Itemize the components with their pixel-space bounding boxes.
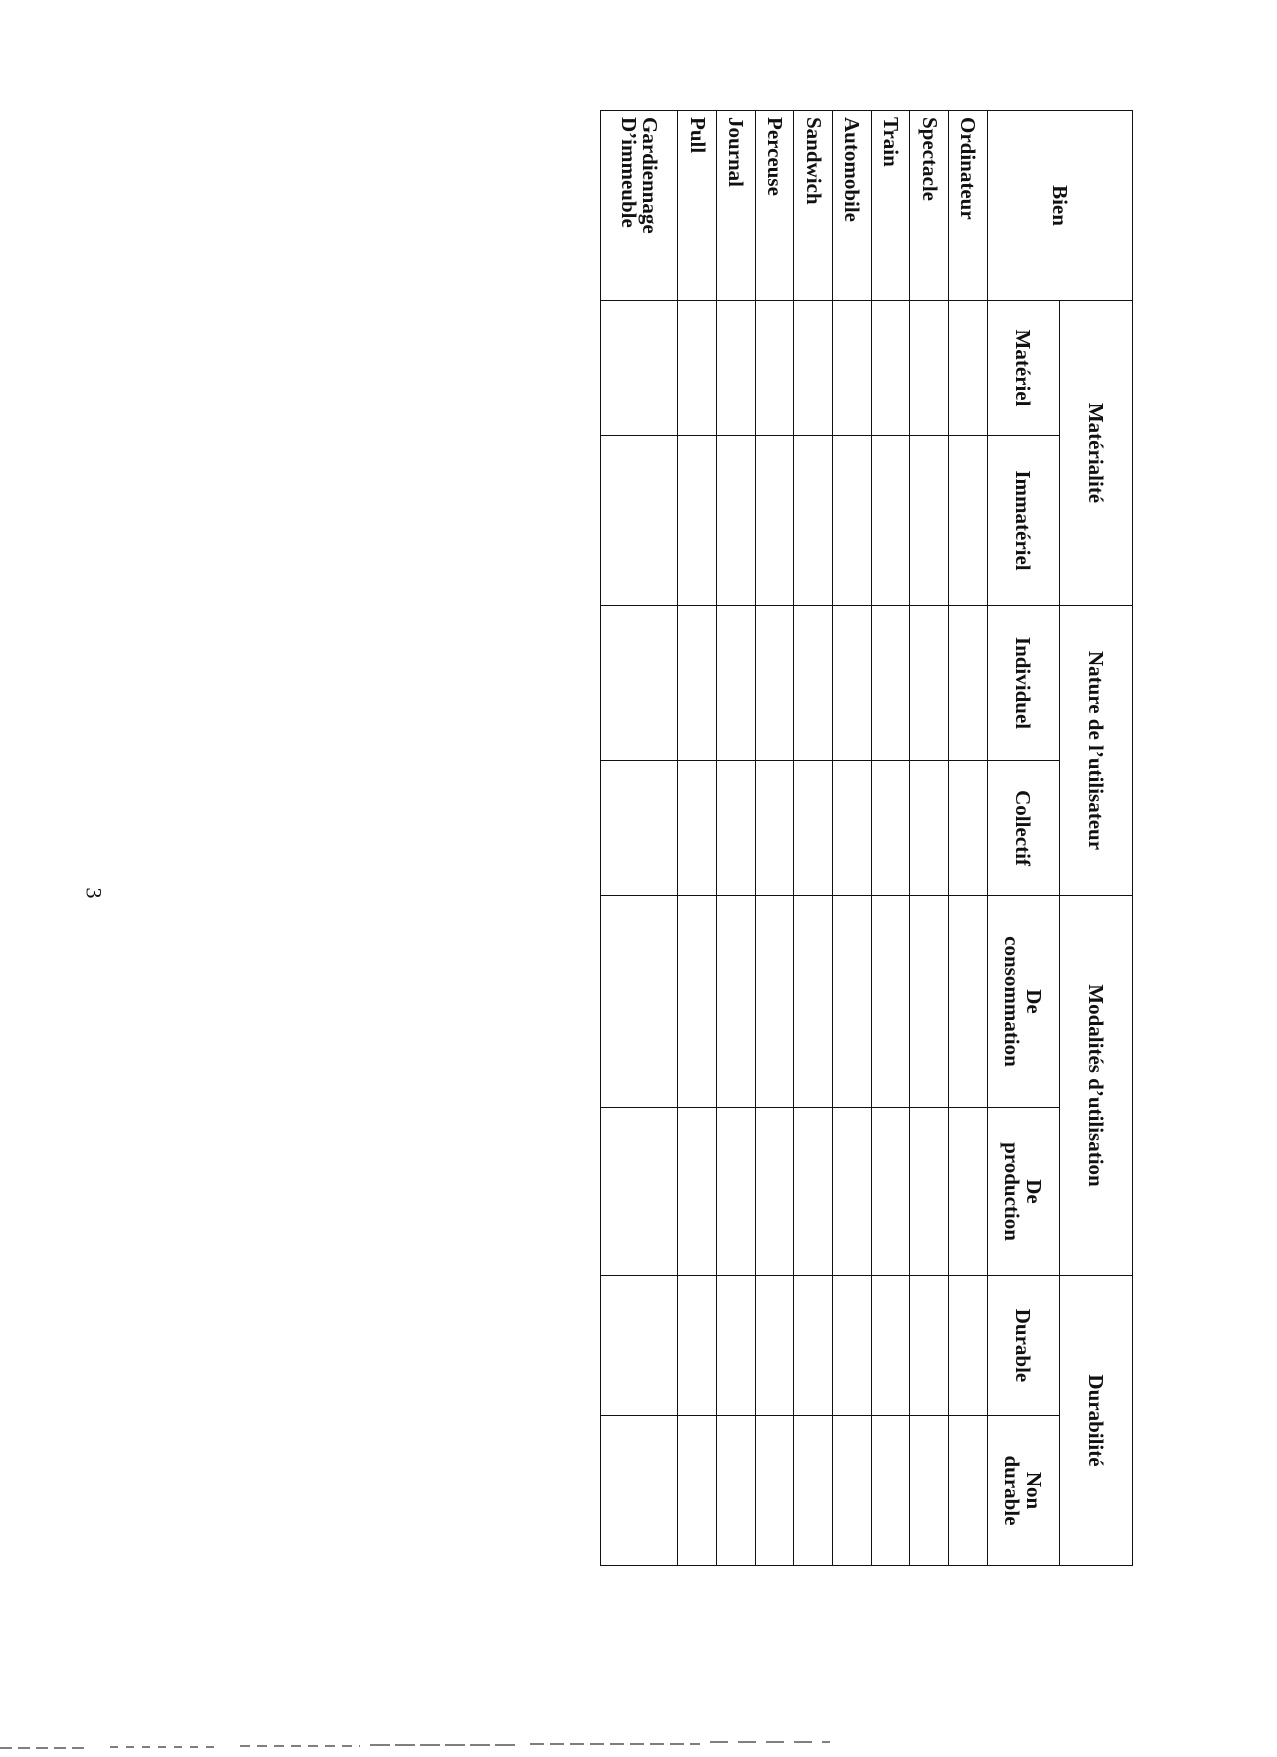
empty-answer-cell[interactable] (601, 761, 678, 896)
empty-answer-cell[interactable] (948, 606, 987, 761)
empty-answer-cell[interactable] (601, 1108, 678, 1276)
empty-answer-cell[interactable] (948, 761, 987, 896)
goods-classification-table-wrapper (600, 110, 1133, 1565)
empty-answer-cell[interactable] (794, 301, 833, 436)
item-name-cell: Sandwich (794, 111, 833, 301)
empty-answer-cell[interactable] (871, 436, 910, 606)
empty-answer-cell[interactable] (678, 761, 717, 896)
empty-answer-cell[interactable] (832, 301, 871, 436)
empty-answer-cell[interactable] (794, 436, 833, 606)
empty-answer-cell[interactable] (794, 896, 833, 1108)
empty-answer-cell[interactable] (832, 436, 871, 606)
empty-answer-cell[interactable] (678, 896, 717, 1108)
item-name-cell: Train (871, 111, 910, 301)
empty-answer-cell[interactable] (948, 436, 987, 606)
empty-answer-cell[interactable] (601, 1416, 678, 1566)
item-rows (601, 111, 988, 1566)
empty-answer-cell[interactable] (601, 606, 678, 761)
item-name-cell: Ordinateur (948, 111, 987, 301)
empty-answer-cell[interactable] (678, 301, 717, 436)
empty-answer-cell[interactable] (871, 1108, 910, 1276)
empty-answer-cell[interactable] (794, 606, 833, 761)
header-row-subcategories (987, 111, 1059, 1566)
empty-answer-cell[interactable] (832, 606, 871, 761)
empty-answer-cell[interactable] (601, 1276, 678, 1416)
empty-answer-cell[interactable] (871, 1416, 910, 1566)
empty-answer-cell[interactable] (755, 1276, 794, 1416)
empty-answer-cell[interactable] (948, 1276, 987, 1416)
empty-answer-cell[interactable] (717, 1108, 756, 1276)
empty-answer-cell[interactable] (910, 301, 949, 436)
empty-answer-cell[interactable] (678, 1108, 717, 1276)
empty-answer-cell[interactable] (832, 761, 871, 896)
empty-answer-cell[interactable] (910, 436, 949, 606)
empty-answer-cell[interactable] (910, 606, 949, 761)
scan-edge-marks (0, 1738, 1277, 1757)
table-row (601, 111, 678, 1566)
table-row (948, 111, 987, 1566)
empty-answer-cell[interactable] (755, 896, 794, 1108)
item-name-cell: Automobile (832, 111, 871, 301)
item-name-cell: Spectacle (910, 111, 949, 301)
empty-answer-cell[interactable] (678, 1416, 717, 1566)
header-modalites-utilisation: Modalités d’utilisation (1059, 896, 1132, 1276)
empty-answer-cell[interactable] (871, 761, 910, 896)
empty-answer-cell[interactable] (832, 896, 871, 1108)
empty-answer-cell[interactable] (717, 606, 756, 761)
empty-answer-cell[interactable] (678, 436, 717, 606)
empty-answer-cell[interactable] (948, 1108, 987, 1276)
goods-classification-table (600, 110, 1133, 1566)
empty-answer-cell[interactable] (717, 761, 756, 896)
empty-answer-cell[interactable] (910, 1108, 949, 1276)
header-durable: Durable (987, 1276, 1059, 1416)
header-production: De production (987, 1108, 1059, 1276)
header-nature-utilisateur: Nature de l’utilisateur (1059, 606, 1132, 896)
empty-answer-cell[interactable] (910, 1276, 949, 1416)
empty-answer-cell[interactable] (717, 1416, 756, 1566)
empty-answer-cell[interactable] (755, 436, 794, 606)
empty-answer-cell[interactable] (832, 1416, 871, 1566)
empty-answer-cell[interactable] (755, 606, 794, 761)
empty-answer-cell[interactable] (717, 436, 756, 606)
empty-answer-cell[interactable] (948, 896, 987, 1108)
header-materialite: Matérialité (1059, 301, 1132, 606)
empty-answer-cell[interactable] (910, 761, 949, 896)
page-number: 3 (81, 887, 107, 899)
header-non-durable: Non durable (987, 1416, 1059, 1566)
item-name-cell: Journal (717, 111, 756, 301)
empty-answer-cell[interactable] (717, 1276, 756, 1416)
empty-answer-cell[interactable] (871, 301, 910, 436)
empty-answer-cell[interactable] (678, 1276, 717, 1416)
empty-answer-cell[interactable] (948, 301, 987, 436)
empty-answer-cell[interactable] (755, 761, 794, 896)
header-row-groups (1059, 111, 1132, 1566)
empty-answer-cell[interactable] (948, 1416, 987, 1566)
empty-answer-cell[interactable] (871, 606, 910, 761)
empty-answer-cell[interactable] (794, 761, 833, 896)
table-row (832, 111, 871, 1566)
empty-answer-cell[interactable] (871, 896, 910, 1108)
header-collectif: Collectif (987, 761, 1059, 896)
table-row (910, 111, 949, 1566)
table-row (755, 111, 794, 1566)
table-row (678, 111, 717, 1566)
empty-answer-cell[interactable] (794, 1108, 833, 1276)
empty-answer-cell[interactable] (832, 1276, 871, 1416)
header-materiel: Matériel (987, 301, 1059, 436)
item-name-cell: Pull (678, 111, 717, 301)
empty-answer-cell[interactable] (717, 896, 756, 1108)
header-bien: Bien (987, 111, 1132, 301)
empty-answer-cell[interactable] (755, 1416, 794, 1566)
empty-answer-cell[interactable] (755, 1108, 794, 1276)
empty-answer-cell[interactable] (832, 1108, 871, 1276)
empty-answer-cell[interactable] (755, 301, 794, 436)
empty-answer-cell[interactable] (601, 896, 678, 1108)
header-durabilite: Durabilité (1059, 1276, 1132, 1566)
empty-answer-cell[interactable] (794, 1276, 833, 1416)
table-row (717, 111, 756, 1566)
empty-answer-cell[interactable] (601, 301, 678, 436)
table-row (871, 111, 910, 1566)
header-consommation: De consommation (987, 896, 1059, 1108)
header-individuel: Individuel (987, 606, 1059, 761)
empty-answer-cell[interactable] (910, 896, 949, 1108)
table-row (794, 111, 833, 1566)
empty-answer-cell[interactable] (717, 301, 756, 436)
item-name-cell: Gardiennage D’immeuble (601, 111, 678, 301)
header-immateriel: Immatériel (987, 436, 1059, 606)
empty-answer-cell[interactable] (678, 606, 717, 761)
empty-answer-cell[interactable] (871, 1276, 910, 1416)
empty-answer-cell[interactable] (601, 436, 678, 606)
empty-answer-cell[interactable] (794, 1416, 833, 1566)
item-name-cell: Perceuse (755, 111, 794, 301)
empty-answer-cell[interactable] (910, 1416, 949, 1566)
